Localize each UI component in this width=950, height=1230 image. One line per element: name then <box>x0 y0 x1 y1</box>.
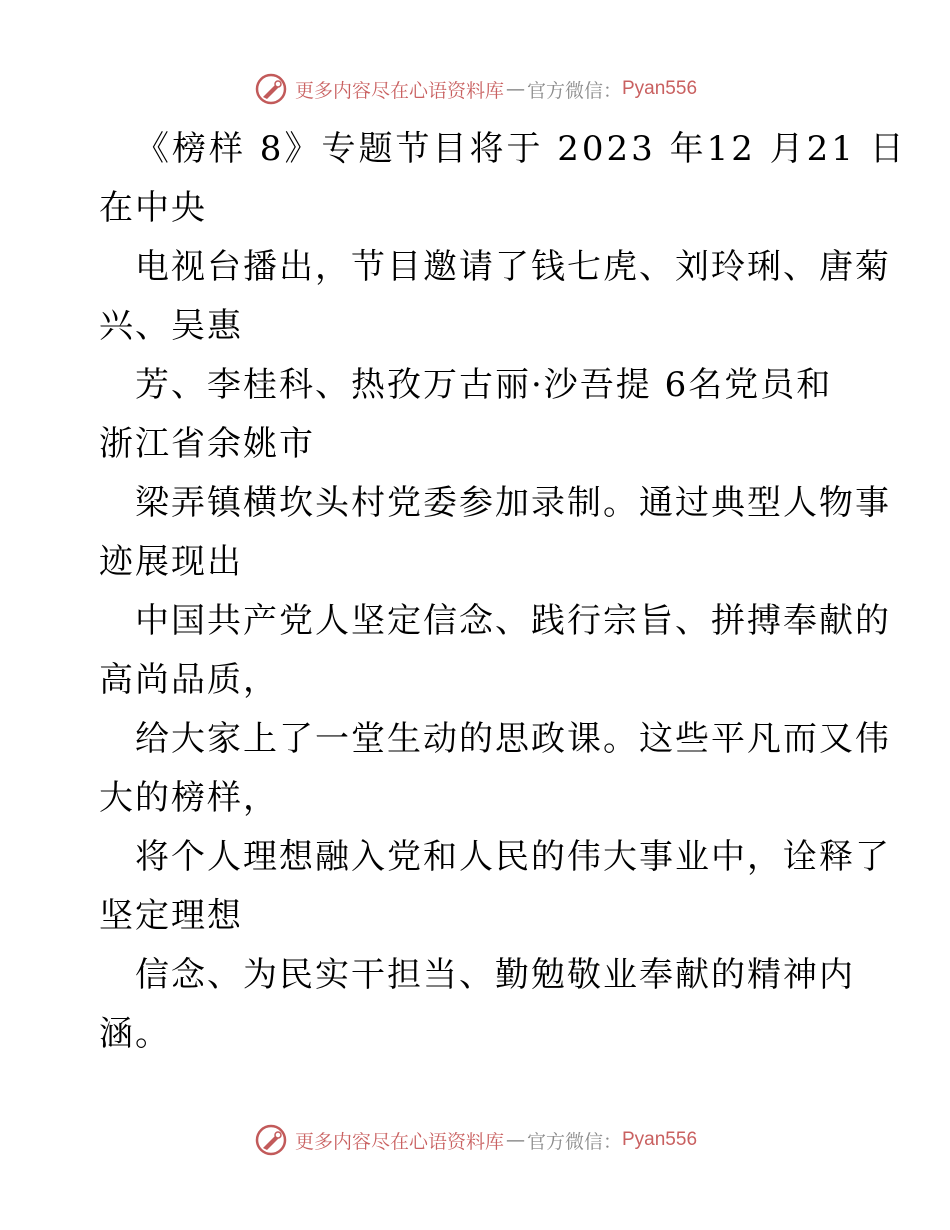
footer-separator: — <box>505 1129 525 1151</box>
pen-nib-logo-icon <box>253 1122 289 1158</box>
body-line-11: 给大家上了一堂生动的思政课。这些平凡而又伟 <box>135 719 891 759</box>
header-wechat-id: Pyan556 <box>622 78 698 99</box>
footer-wechat-label: 官方微信： <box>526 1130 622 1153</box>
body-line-6: 浙江省余姚市 <box>99 424 315 464</box>
footer-banner <box>0 1118 950 1162</box>
footer-brand-text: 更多内容尽在心语资料库 <box>294 1130 504 1153</box>
body-line-4: 兴、吴惠 <box>99 306 243 346</box>
header-separator: — <box>505 78 525 100</box>
body-line-14: 坚定理想 <box>99 896 243 936</box>
body-line-10: 高尚品质， <box>99 660 279 700</box>
body-line-15: 信念、为民实干担当、勤勉敬业奉献的精神内 <box>135 955 855 995</box>
body-line-7: 梁弄镇横坎头村党委参加录制。通过典型人物事 <box>135 483 891 523</box>
body-line-16: 涵。 <box>99 1014 171 1054</box>
body-line-13: 将个人理想融入党和人民的伟大事业中，诠释了 <box>135 837 891 877</box>
body-line-3: 电视台播出，节目邀请了钱七虎、刘玲琍、唐菊 <box>135 247 891 287</box>
header-banner <box>0 67 950 111</box>
body-line-1: 《榜样 8》专题节目将于 2023 年12 月21 日 <box>135 129 907 169</box>
document-body <box>99 120 907 1064</box>
header-wechat-label: 官方微信： <box>526 79 622 102</box>
body-line-5: 芳、李桂科、热孜万古丽·沙吾提 6名党员和 <box>135 365 833 405</box>
body-line-9: 中国共产党人坚定信念、践行宗旨、拼搏奉献的 <box>135 601 891 641</box>
pen-nib-logo-icon <box>253 71 289 107</box>
body-line-8: 迹展现出 <box>99 542 243 582</box>
body-line-12: 大的榜样， <box>99 778 279 818</box>
body-line-2: 在中央 <box>99 188 207 228</box>
header-brand-text: 更多内容尽在心语资料库 <box>294 79 504 102</box>
footer-wechat-id: Pyan556 <box>622 1129 698 1150</box>
